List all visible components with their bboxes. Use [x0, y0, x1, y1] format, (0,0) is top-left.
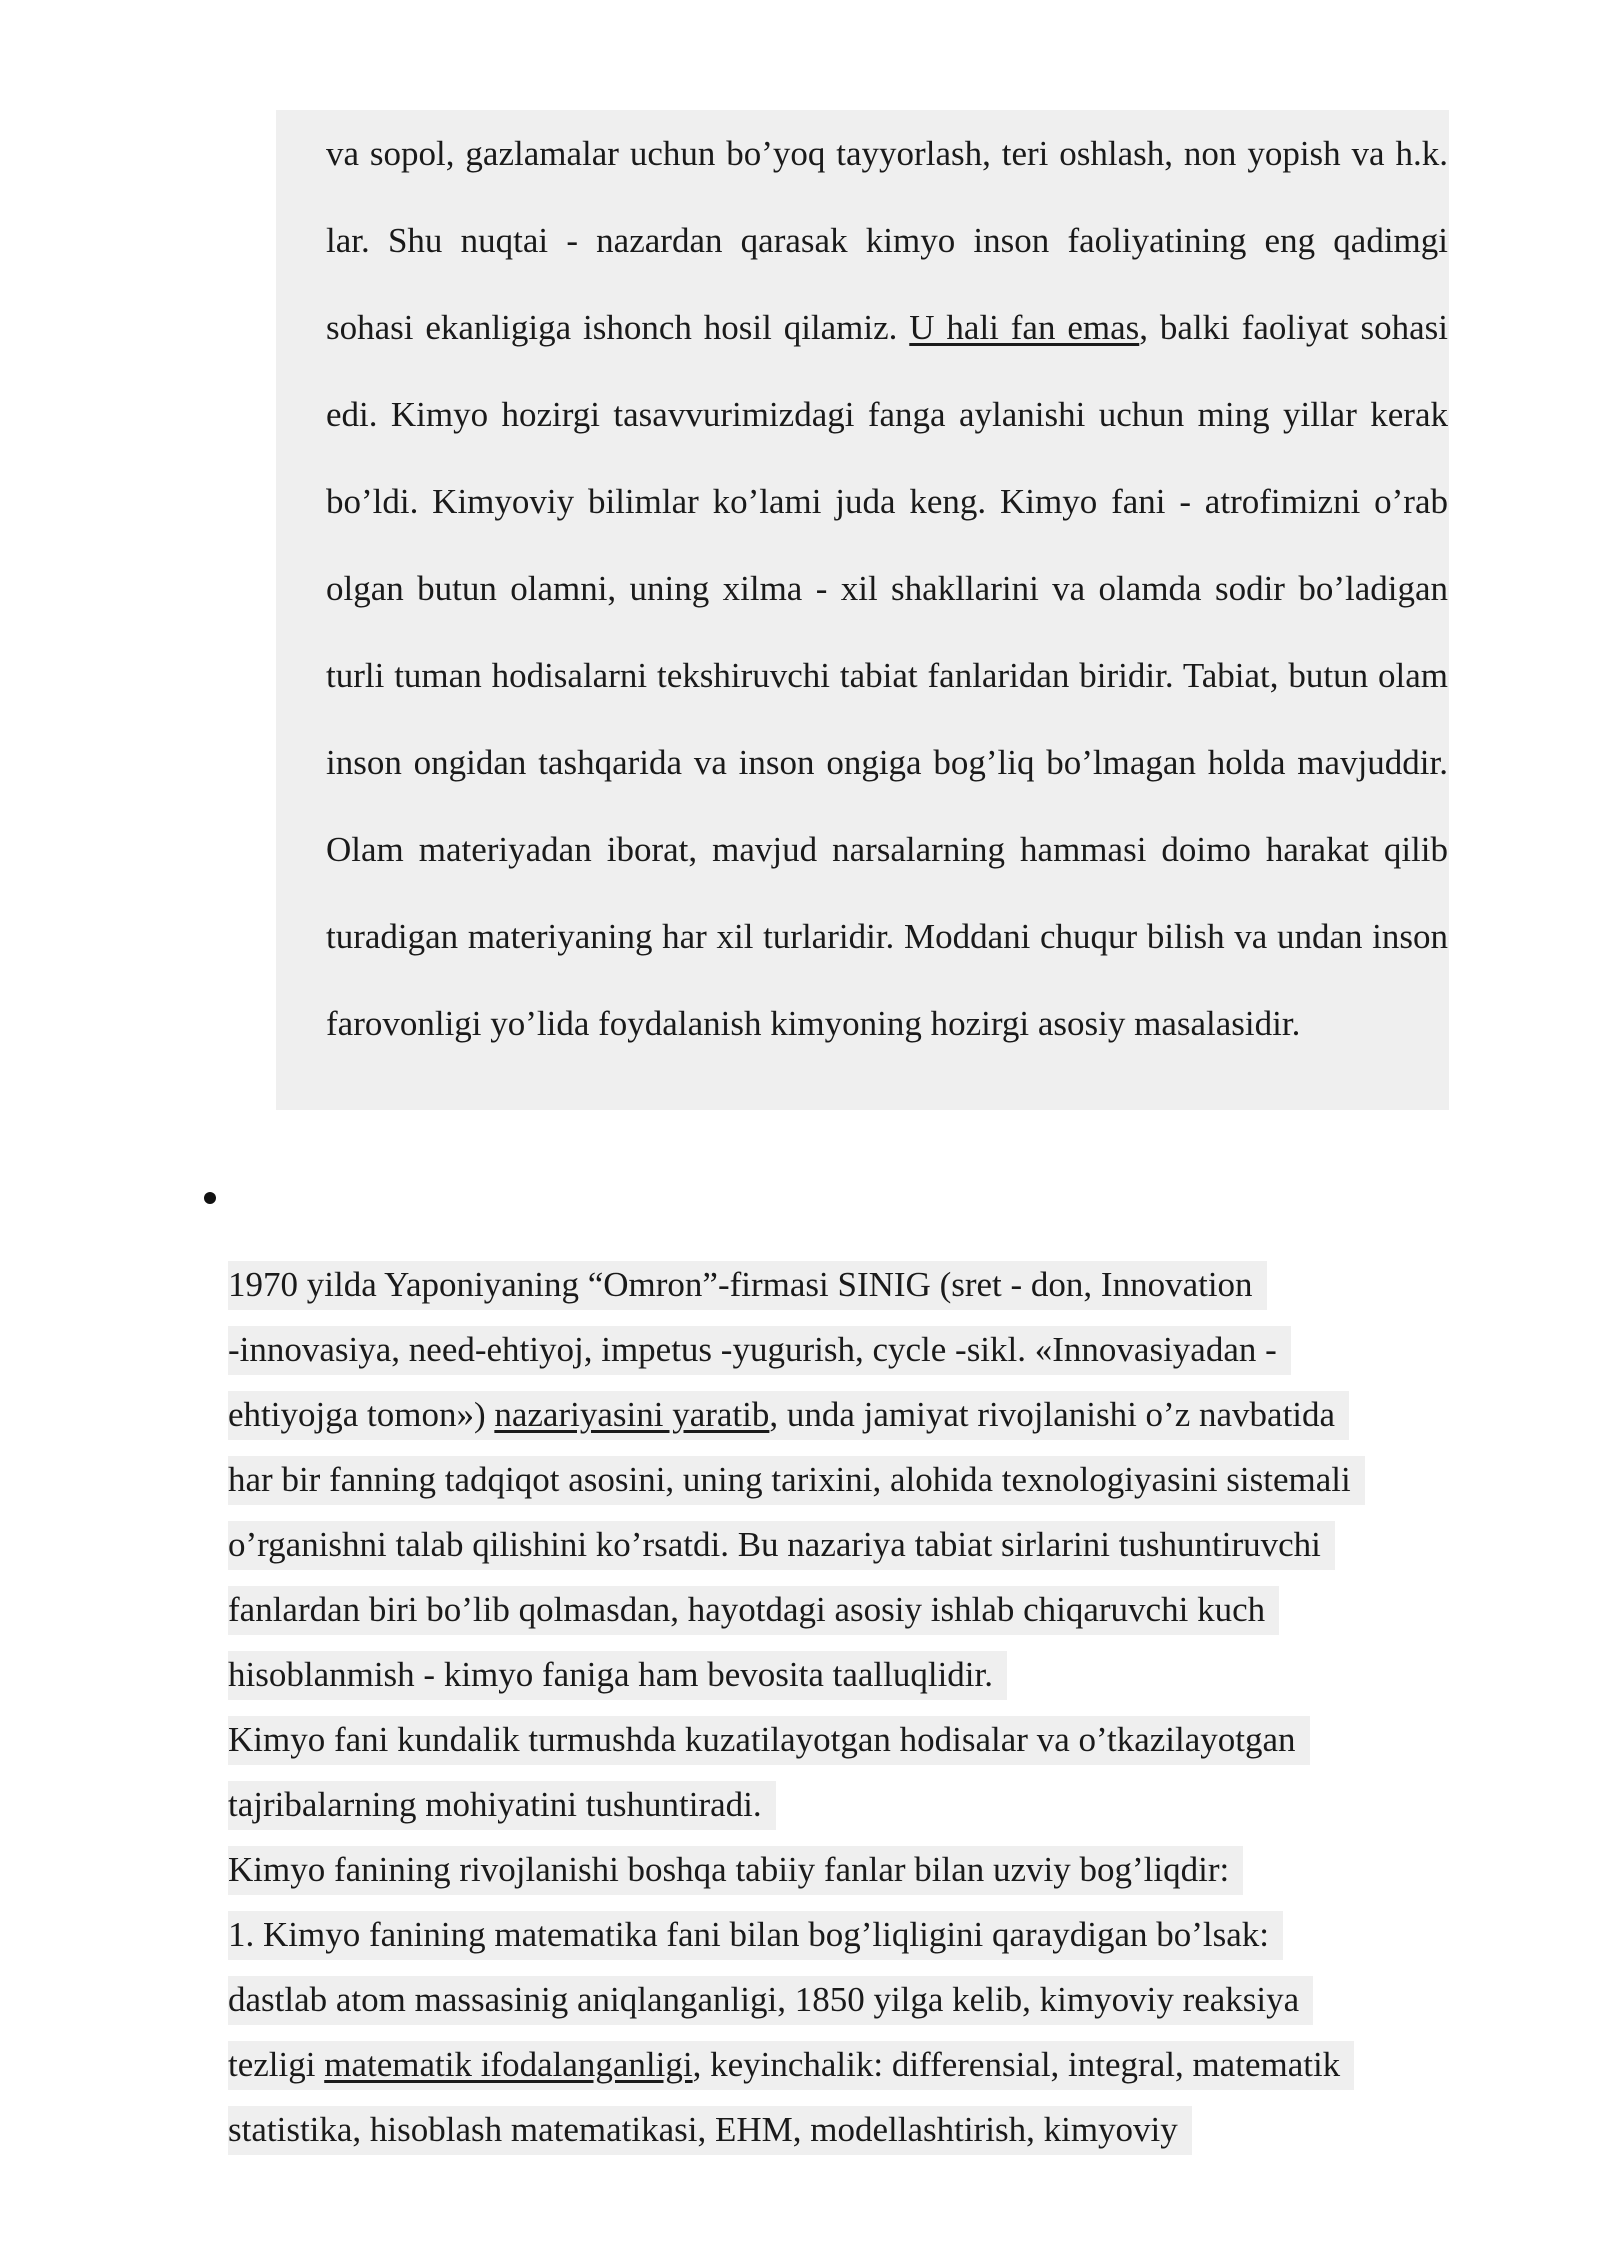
text-line	[228, 2032, 1528, 2097]
line-text: 1970 yilda Yaponiyaning “Omron”-firmasi SINIG (sret - don, Innovation	[228, 1261, 1267, 1310]
text-line	[228, 1967, 1528, 2032]
line-text: dastlab atom massasinig aniqlanganligi, 1850 yilga kelib, kimyoviy reaksiya	[228, 1976, 1313, 2025]
text-line	[228, 1317, 1528, 1382]
text-line	[228, 1837, 1528, 1902]
bullet-point-icon	[204, 1192, 216, 1204]
text-line	[228, 1577, 1528, 1642]
text-line	[228, 1512, 1528, 1577]
paragraph-text-part-2: , balki faoliyat sohasi edi. Kimyo hozirgi tasavvurimizdagi fanga aylanishi uchun ming yillar kerak bo’ldi. Kimyoviy bilimlar ko’lami juda keng. Kimyo fani - atrofimizni o’rab olgan butun olamni, uning xilma - xil shakllarini va olamda sodir bo’ladigan turli tuman hodisalarni tekshiruvchi tabiat fanlaridan biridir. Tabiat, butun olam inson ongidan tashqarida va inson ongiga bog’liq bo’lmagan holda mavjuddir. Olam materiyadan iborat, mavjud narsalarning hammasi doimo harakat qilib turadigan materiyaning har xil turlaridir. Moddani chuqur bilish va undan inson farovonligi yo’lida foydalanish kimyoning hozirgi asosiy masalasidir.	[326, 308, 1448, 1043]
line-text: tajribalarning mohiyatini tushuntiradi.	[228, 1781, 776, 1830]
line-text: Kimyo fani kundalik turmushda kuzatilayotgan hodisalar va o’tkazilayotgan	[228, 1716, 1310, 1765]
line-text: statistika, hisoblash matematikasi, EHM, modellashtirish, kimyoviy	[228, 2106, 1192, 2155]
underlined-phrase-link[interactable]: U hali fan emas	[909, 308, 1140, 347]
line-text-part: , keyinchalik: differensial, integral, matematik	[692, 2045, 1341, 2084]
line-text: -innovasiya, need-ehtiyoj, impetus -yugurish, cycle -sikl. «Innovasiyadan -	[228, 1326, 1291, 1375]
text-line	[228, 1252, 1528, 1317]
text-line	[228, 1447, 1528, 1512]
text-line	[228, 1642, 1528, 1707]
line-text: 1. Kimyo fanining matematika fani bilan bog’liqligini qaraydigan bo’lsak:	[228, 1911, 1283, 1960]
line-text: har bir fanning tadqiqot asosini, uning tarixini, alohida texnologiyasini sistemali	[228, 1456, 1365, 1505]
text-line	[228, 2097, 1528, 2162]
text-line	[228, 1707, 1528, 1772]
line-text	[228, 2041, 1354, 2090]
text-line	[228, 1382, 1528, 1447]
line-text-part: , unda jamiyat rivojlanishi o’z navbatida	[769, 1395, 1336, 1434]
text-line	[228, 1772, 1528, 1837]
paragraph-text-part-1: va sopol, gazlamalar uchun bo’yoq tayyorlash, teri oshlash, non yopish va h.k. lar. Shu nuqtai - nazardan qarasak kimyo inson faoliyatining eng qadimgi sohasi ekanligiga ishonch hosil qilamiz.	[326, 134, 1448, 347]
line-text-part: ehtiyojga tomon»)	[228, 1395, 495, 1434]
line-text: o’rganishni talab qilishini ko’rsatdi. Bu nazariya tabiat sirlarini tushuntiruvchi	[228, 1521, 1335, 1570]
line-text: hisoblanmish - kimyo faniga ham bevosita taalluqlidir.	[228, 1651, 1007, 1700]
intro-paragraph	[326, 110, 1448, 1067]
text-line	[228, 1902, 1528, 1967]
highlighted-text-block	[228, 1252, 1528, 2162]
line-text: fanlardan biri bo’lib qolmasdan, hayotdagi asosiy ishlab chiqaruvchi kuch	[228, 1586, 1279, 1635]
line-text: Kimyo fanining rivojlanishi boshqa tabiiy fanlar bilan uzviy bog’liqdir:	[228, 1846, 1243, 1895]
underlined-math-link[interactable]: matematik ifodalanganligi	[324, 2045, 693, 2084]
underlined-theory-link[interactable]: nazariyasini yaratib	[494, 1395, 770, 1434]
line-text	[228, 1391, 1349, 1440]
line-text-part: tezligi	[228, 2045, 325, 2084]
